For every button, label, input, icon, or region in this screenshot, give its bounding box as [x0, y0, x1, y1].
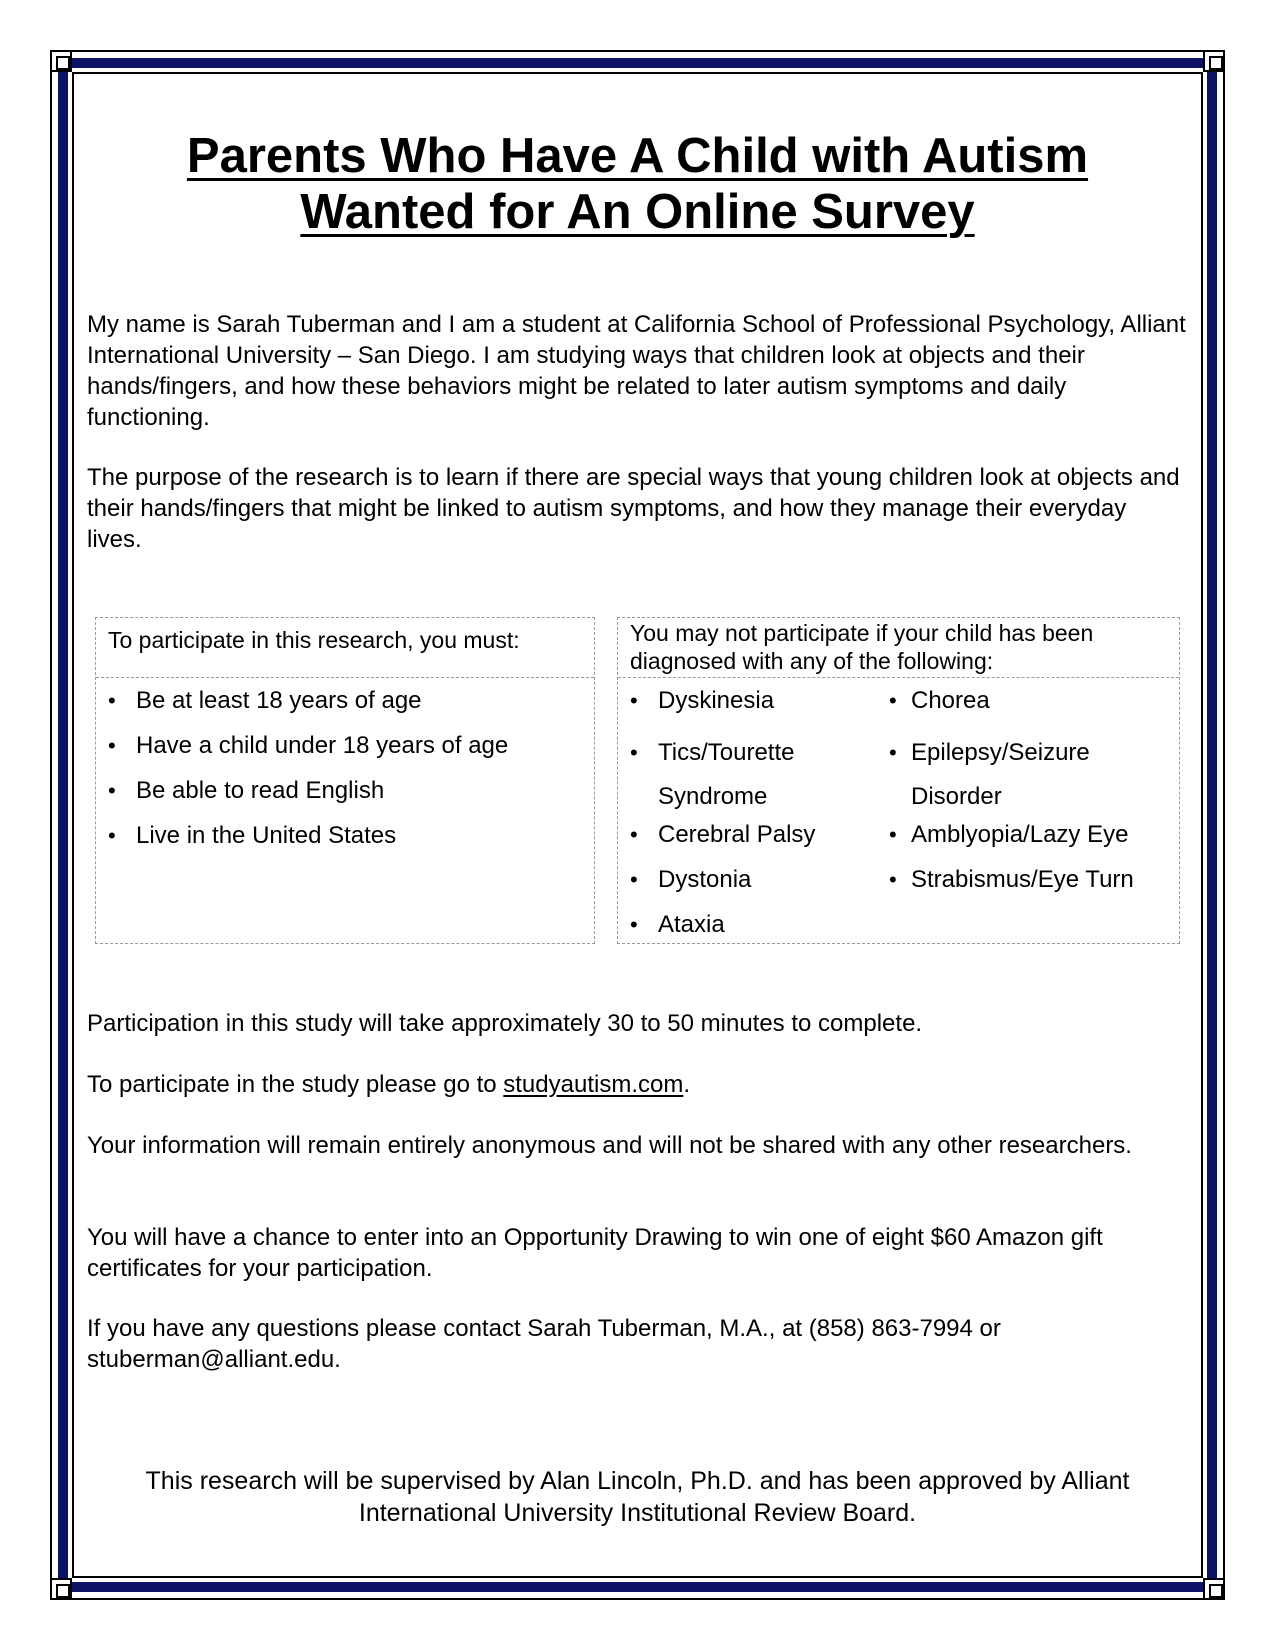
- contact-paragraph: If you have any questions please contact Sarah Tuberman, M.A., at (858) 863-7994 or stuberman@alliant.edu.: [87, 1315, 1001, 1373]
- list-item: • Strabismus/Eye Turn: [883, 865, 1173, 895]
- study-link[interactable]: studyautism.com: [503, 1071, 684, 1098]
- corner-ornament-bottom-left: [50, 1578, 72, 1600]
- list-item: • Dyskinesia: [618, 686, 878, 716]
- corner-ornament-top-right: [1203, 50, 1225, 72]
- anonymity-paragraph: Your information will remain entirely anonymous and will not be shared with any other researchers.: [87, 1132, 1132, 1159]
- corner-ornament-top-left: [50, 50, 72, 72]
- participate-suffix: .: [683, 1071, 690, 1098]
- list-item: • Be at least 18 years of age: [96, 686, 594, 716]
- list-item: • Tics/Tourette Syndrome: [618, 731, 878, 819]
- participate-prefix: To participate in the study please go to: [87, 1071, 504, 1098]
- list-item: • Ataxia: [618, 910, 878, 940]
- list-item: • Amblyopia/Lazy Eye: [883, 820, 1173, 850]
- corner-ornament-bottom-right: [1203, 1578, 1225, 1600]
- exclusion-heading: You may not participate if your child has been diagnosed with any of the following:: [618, 618, 1179, 678]
- duration-paragraph: Participation in this study will take approximately 30 to 50 minutes to complete.: [87, 1010, 923, 1037]
- drawing-paragraph: You will have a chance to enter into an Opportunity Drawing to win one of eight $60 Amazon gift certificates for your participation.: [87, 1224, 1103, 1282]
- exclusion-list-2: [883, 686, 1173, 895]
- exclusion-box: [617, 617, 1180, 944]
- title-line-1: Parents Who Have A Child with Autism: [186, 129, 1089, 183]
- exclusion-column-2: [883, 686, 1173, 910]
- title-line-2: Wanted for An Online Survey: [300, 185, 975, 239]
- list-item: • Epilepsy/Seizure Disorder: [883, 731, 1173, 819]
- intro-paragraph: My name is Sarah Tuberman and I am a student at California School of Professional Psychology, Alliant International University – San Diego. I am studying ways that children look at objects and their hands/fingers, and how these behaviors might be related to later autism symptoms and daily functioning.: [87, 311, 1186, 431]
- list-item: • Cerebral Palsy: [618, 820, 878, 850]
- eligibility-list: [96, 678, 594, 851]
- list-item: • Dystonia: [618, 865, 878, 895]
- eligibility-heading: To participate in this research, you must:: [96, 618, 594, 678]
- supervision-footer: This research will be supervised by Alan Lincoln, Ph.D. and has been approved by Alliant International University Institutional Review Board.: [145, 1467, 1130, 1527]
- eligibility-box: [95, 617, 595, 944]
- exclusion-column-1: [618, 686, 878, 955]
- purpose-paragraph: The purpose of the research is to learn if there are special ways that young children look at objects and their hands/fingers that might be linked to autism symptoms, and how they manage their everyday lives.: [87, 464, 1180, 553]
- page-title: [100, 128, 1175, 240]
- participate-paragraph: [87, 1069, 1187, 1100]
- exclusion-list-1: [618, 686, 878, 940]
- list-item: • Chorea: [883, 686, 1173, 716]
- list-item: • Be able to read English: [96, 776, 594, 806]
- list-item: • Live in the United States: [96, 821, 594, 851]
- list-item: • Have a child under 18 years of age: [96, 731, 594, 761]
